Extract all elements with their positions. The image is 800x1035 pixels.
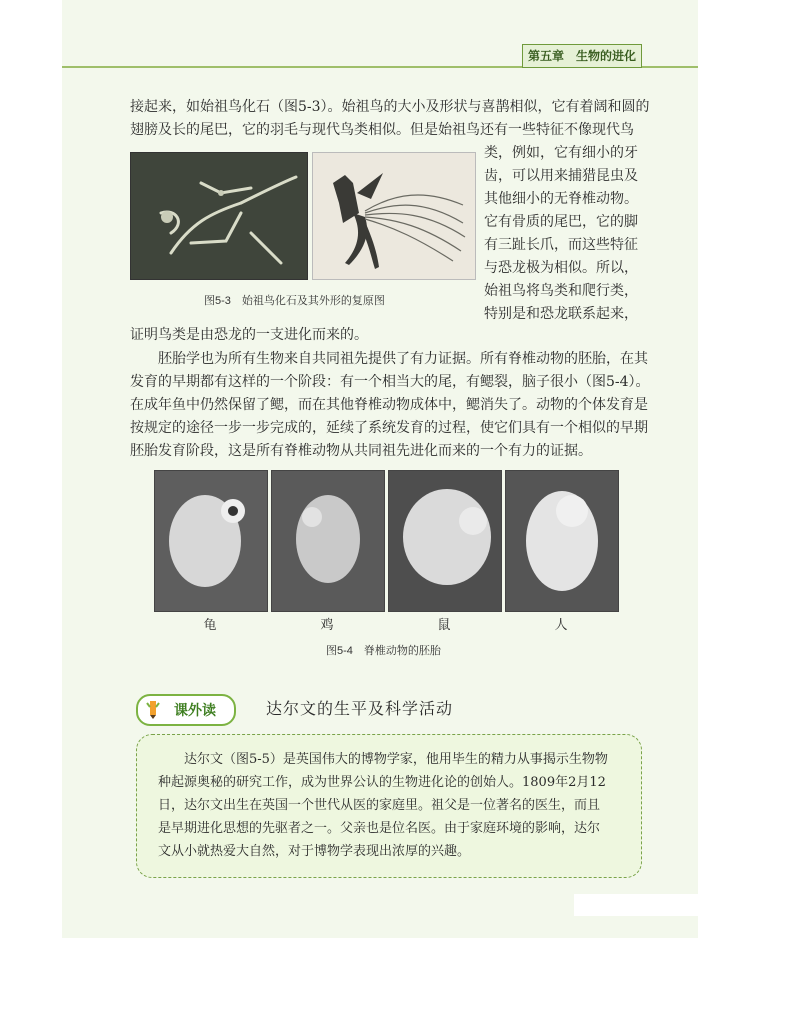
text-line: 始祖鸟将鸟类和爬行类， xyxy=(484,283,638,299)
chapter-header: 第五章 生物的进化 xyxy=(522,44,642,68)
reading-text xyxy=(158,748,628,863)
paragraph-3 xyxy=(130,348,650,463)
embryo-image-human xyxy=(505,470,619,612)
text-line: 在成年鱼中仍然保留了鳃，而在其他脊椎动物成体中，鳃消失了。动物的个体发育是 xyxy=(130,397,648,413)
embryo-label: 人 xyxy=(554,618,568,633)
pencil-icon xyxy=(146,699,160,719)
text-line: 胚胎学也为所有生物来自共同祖先提供了有力证据。所有脊椎动物的胚胎，在其 xyxy=(130,351,648,367)
text-line: 特别是和恐龙联系起来， xyxy=(484,306,638,322)
text-line: 日，达尔文出生在英国一个世代从医的家庭里。祖父是一位著名的医生，而且 xyxy=(158,798,601,813)
text-line: 其他细小的无脊椎动物。 xyxy=(484,191,638,207)
text-line: 类，例如，它有细小的牙 xyxy=(484,145,638,161)
embryo-label: 龟 xyxy=(203,618,217,633)
text-line: 按规定的途径一步一步完成的，延续了系统发育的过程，使它们具有一个相似的早期 xyxy=(130,420,648,436)
right-column-text xyxy=(484,142,638,326)
embryo-label: 鸡 xyxy=(320,618,334,633)
embryo-image-turtle xyxy=(154,470,268,612)
text-line: 发育的早期都有这样的一个阶段：有一个相当大的尾，有鳃裂，脑子很小（图5-4）。 xyxy=(130,374,650,390)
figure-5-3-caption: 图5-3 始祖鸟化石及其外形的复原图 xyxy=(204,295,385,307)
paragraph-1 xyxy=(130,96,650,142)
text-line: 是早期进化思想的先驱者之一。父亲也是位名医。由于家庭环境的影响，达尔 xyxy=(158,821,601,836)
text-line: 文从小就热爱大自然，对于博物学表现出浓厚的兴趣。 xyxy=(158,844,471,859)
embryo-image-mouse xyxy=(388,470,502,612)
archaeopteryx-reconstruction-image xyxy=(312,152,476,280)
text-line: 它有骨质的尾巴，它的脚 xyxy=(484,214,638,230)
reading-title: 达尔文的生平及科学活动 xyxy=(266,699,454,718)
text-line: 有三趾长爪，而这些特征 xyxy=(484,237,638,253)
text-line: 接起来，如始祖鸟化石（图5-3）。始祖鸟的大小及形状与喜鹊相似，它有着阔和圆的 xyxy=(130,99,650,115)
extracurricular-reading-badge xyxy=(136,694,236,726)
paragraph-2 xyxy=(130,324,368,347)
blank-patch xyxy=(574,894,698,916)
figure-5-4-caption: 图5-4 脊椎动物的胚胎 xyxy=(326,645,441,657)
text-line: 证明鸟类是由恐龙的一支进化而来的。 xyxy=(130,327,368,343)
badge-label: 课外读 xyxy=(174,702,216,718)
text-line: 达尔文（图5-5）是英国伟大的博物学家，他用毕生的精力从事揭示生物物 xyxy=(158,752,608,767)
text-line: 种起源奥秘的研究工作，成为世界公认的生物进化论的创始人。1809年2月12 xyxy=(158,775,606,790)
text-line: 翅膀及长的尾巴，它的羽毛与现代鸟类相似。但是始祖鸟还有一些特征不像现代鸟 xyxy=(130,122,634,138)
archaeopteryx-fossil-image xyxy=(130,152,308,280)
text-line: 胚胎发育阶段，这是所有脊椎动物从共同祖先进化而来的一个有力的证据。 xyxy=(130,443,592,459)
text-line: 与恐龙极为相似。所以， xyxy=(484,260,638,276)
embryo-image-chicken xyxy=(271,470,385,612)
text-line: 齿，可以用来捕猎昆虫及 xyxy=(484,168,638,184)
embryo-label: 鼠 xyxy=(437,618,451,633)
